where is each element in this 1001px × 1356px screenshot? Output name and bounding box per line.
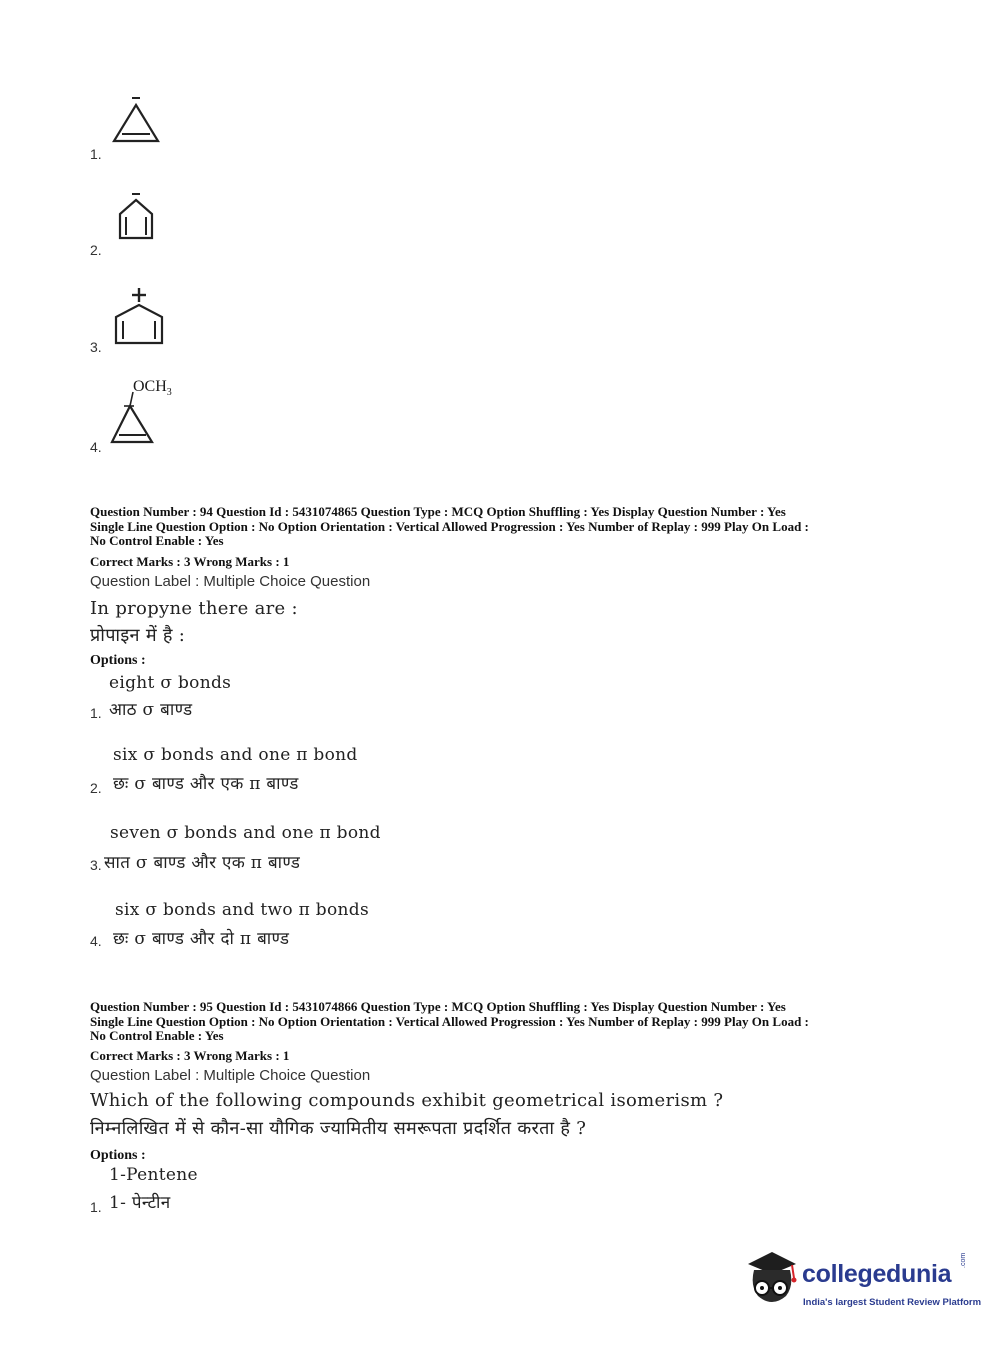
question-meta-line: Question Number : 94 Question Id : 5431074865 Question Type : MCQ Option Shuffling : Yes Display Question Number : Yes xyxy=(90,504,786,519)
option-text-hi: 1- पेन्टीन xyxy=(109,1193,171,1213)
option-number: 1. xyxy=(90,705,102,721)
option-text-hi: सात σ बाण्ड और एक π बाण्ड xyxy=(104,853,301,873)
options-label: Options : xyxy=(90,1148,146,1163)
question-marks: Correct Marks : 3 Wrong Marks : 1 xyxy=(90,554,290,569)
question-meta-line: Single Line Question Option : No Option Orientation : Vertical Allowed Progression : Yes Number of Replay : 999 Play On Load : xyxy=(90,1014,809,1029)
brand-name: collegedunia xyxy=(802,1260,952,1288)
option-number: 4. xyxy=(90,933,102,949)
brand-tagline: India's largest Student Review Platform xyxy=(803,1297,982,1308)
option-text-en: six σ bonds and two π bonds xyxy=(115,900,369,920)
structure-number: 3. xyxy=(90,339,102,355)
brand-suffix: .com xyxy=(960,1252,967,1268)
option-number: 3. xyxy=(90,857,102,873)
option-text-hi: आठ σ बाण्ड xyxy=(109,700,193,720)
question-marks: Correct Marks : 3 Wrong Marks : 1 xyxy=(90,1048,290,1063)
option-text-hi: छः σ बाण्ड और दो π बाण्ड xyxy=(113,929,290,949)
structure-number: 1. xyxy=(90,146,102,162)
option-text-en: 1-Pentene xyxy=(109,1165,198,1185)
cyclopropenyl-anion-structure xyxy=(108,95,164,147)
question-text-en: In propyne there are : xyxy=(90,598,298,619)
question-text-en: Which of the following compounds exhibit geometrical isomerism ? xyxy=(90,1090,724,1111)
option-number: 1. xyxy=(90,1199,102,1215)
question-meta-line: No Control Enable : Yes xyxy=(90,533,224,548)
option-text-hi: छः σ बाण्ड और एक π बाण्ड xyxy=(113,774,299,794)
question-text-hi: निम्नलिखित में से कौन-सा यौगिक ज्यामितीय समरूपता प्रदर्शित करता है ? xyxy=(90,1118,587,1139)
cycloheptatrienyl-cation-structure xyxy=(108,287,170,347)
methoxy-cyclopropene-structure xyxy=(108,392,158,448)
collegedunia-logo xyxy=(742,1250,982,1320)
question-meta-line: Single Line Question Option : No Option Orientation : Vertical Allowed Progression : Yes Number of Replay : 999 Play On Load : xyxy=(90,519,809,534)
question-label: Question Label : Multiple Choice Question xyxy=(90,573,371,590)
cyclopentadienyl-anion-structure xyxy=(112,190,162,242)
structure-number: 2. xyxy=(90,242,102,258)
option-text-en: seven σ bonds and one π bond xyxy=(110,823,381,843)
option-text-en: eight σ bonds xyxy=(109,673,232,693)
question-meta-line: No Control Enable : Yes xyxy=(90,1028,224,1043)
question-text-hi: प्रोपाइन में है : xyxy=(90,625,186,646)
substituent-label: $OCH_3$ xyxy=(133,378,172,399)
mascot-icon xyxy=(742,1250,800,1312)
question-label: Question Label : Multiple Choice Question xyxy=(90,1067,371,1084)
option-number: 2. xyxy=(90,780,102,796)
options-label: Options : xyxy=(90,653,146,668)
question-meta-line: Question Number : 95 Question Id : 5431074866 Question Type : MCQ Option Shuffling : Yes Display Question Number : Yes xyxy=(90,999,786,1014)
structure-number: 4. xyxy=(90,439,102,455)
option-text-en: six σ bonds and one π bond xyxy=(113,745,358,765)
